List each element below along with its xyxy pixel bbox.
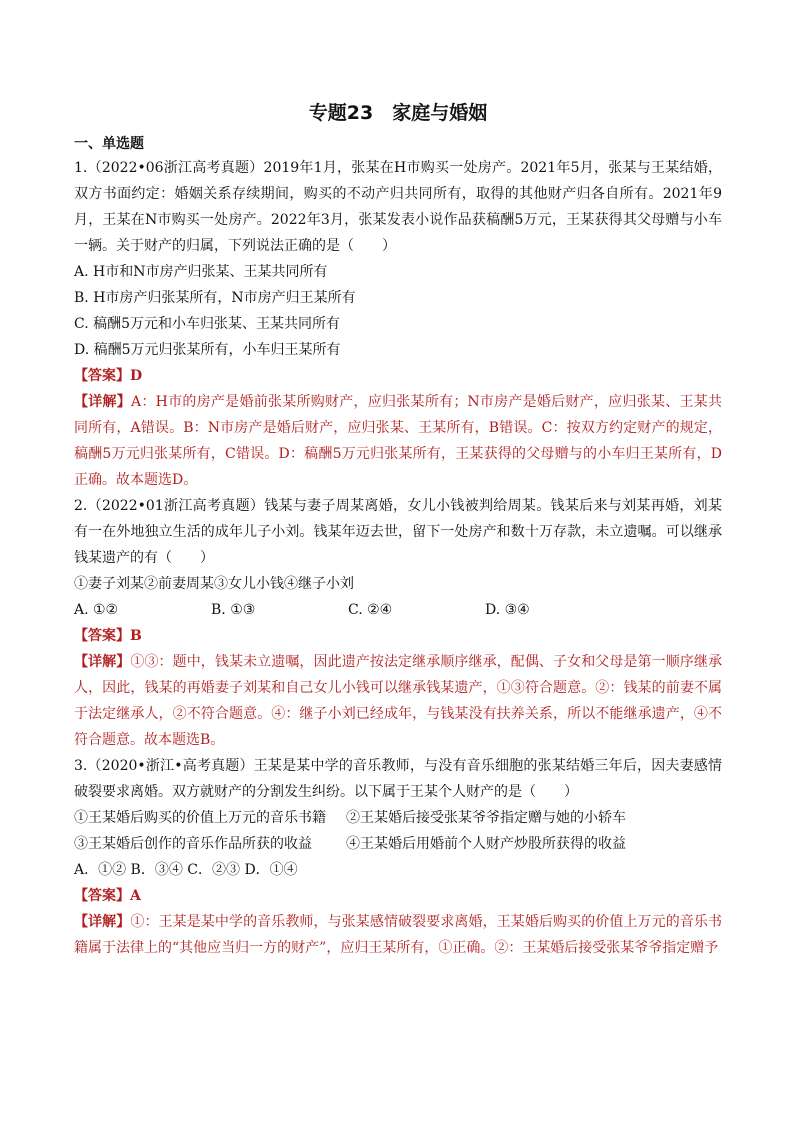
items-row bbox=[74, 805, 722, 831]
page-title: 专题23 家庭与婚姻 bbox=[308, 102, 488, 124]
options-line: A．①② B．③④ C．②③ D．①④ bbox=[74, 862, 298, 878]
option-c: C. 稿酬5万元和小车归张某、王某共同所有 bbox=[74, 316, 341, 332]
item-3: ③王某婚后创作的音乐作品所获的收益 bbox=[74, 836, 312, 852]
option-d: D. ③④ bbox=[485, 602, 530, 618]
answer-value: D bbox=[130, 368, 143, 384]
answer-label: 【答案】 bbox=[74, 368, 130, 384]
detail-label: 【详解】 bbox=[74, 394, 132, 410]
question-stem: 2.（2022•01浙江高考真题）钱某与妻子周某离婚，女儿小钱被判给周某。钱某后来与刘某再婚，刘某有一在外地独立生活的成年儿子小刘。钱某年迈去世，留下一处房产和数十万存款，未立遗嘱。可以继承钱某遗产的有（ ） bbox=[74, 498, 722, 566]
option-c: C. ②④ bbox=[348, 602, 393, 618]
answer-label: 【答案】 bbox=[74, 628, 130, 644]
options-row bbox=[74, 597, 722, 623]
option-a: A. H市和N市房产归张某、王某共同所有 bbox=[74, 264, 328, 280]
answer-line bbox=[74, 883, 722, 909]
question-stem: 3.（2020•浙江•高考真题）王某是某中学的音乐教师，与没有音乐细胞的张某结婚三年后，因夫妻感情破裂要求离婚。双方就财产的分割发生纠纷。以下属于王某个人财产的是（ ） bbox=[74, 758, 722, 800]
question-stem: 1.（2022•06浙江高考真题）2019年1月，张某在H市购买一处房产。2021年5月，张某与王某结婚，双方书面约定：婚姻关系存续期间，购买的不动产归共同所有，取得的其他财产归各自所有。2021年9月，王某在N市购买一处房产。2022年3月，张某发表小说作品获稿酬5万元，王某获得其父母赠与小车一辆。关于财产的归属，下列说法正确的是（ ） bbox=[74, 160, 722, 254]
detail-text: ①③：题中，钱某未立遗嘱，因此遗产按法定继承顺序继承，配偶、子女和父母是第一顺序继承人，因此，钱某的再婚妻子刘某和自己女儿小钱可以继承钱某遗产，①③符合题意。②：钱某的前妻不属于法定继承人，②不符合题意。④：继子小刘已经成年，与钱某没有扶养关系，所以不能继承遗产，④不符合题意。故本题选B。 bbox=[74, 654, 723, 748]
question-items: ①妻子刘某②前妻周某③女儿小钱④继子小刘 bbox=[74, 576, 354, 592]
question-2 bbox=[74, 493, 722, 753]
item-4: ④王某婚后用婚前个人财产炒股所获得的收益 bbox=[346, 836, 626, 852]
answer-value: A bbox=[130, 888, 141, 904]
question-3 bbox=[74, 753, 722, 961]
items-row bbox=[74, 831, 722, 857]
answer-line bbox=[74, 623, 722, 649]
detail-text: ①：王某是某中学的音乐教师，与张某感情破裂要求离婚，王某婚后购买的价值上万元的音乐书籍属于法律上的“其他应当归一方的财产”，应归王某所有，①正确。②：王某婚后接受张某爷爷指定赠予 bbox=[74, 914, 723, 956]
section-heading: 一、单选题 bbox=[74, 136, 144, 152]
answer-value: B bbox=[130, 628, 142, 644]
detail-line bbox=[74, 389, 722, 493]
detail-text: A：H市的房产是婚前张某所购财产，应归张某所有；N市房产是婚后财产，应归张某、王某共同所有，A错误。B：N市房产是婚后财产，应归张某、王某所有，B错误。C：按双方约定财产的规定，稿酬5万元归张某所有，C错误。D：稿酬5万元归张某所有，王某获得的父母赠与的小车归王某所有，D正确。故本题选D。 bbox=[74, 394, 722, 488]
detail-label: 【详解】 bbox=[74, 914, 131, 930]
answer-label: 【答案】 bbox=[74, 888, 130, 904]
item-2: ②王某婚后接受张某爷爷指定赠与她的小轿车 bbox=[346, 810, 626, 826]
option-a: A. ①② bbox=[74, 602, 119, 618]
option-b: B. H市房产归张某所有，N市房产归王某所有 bbox=[74, 290, 356, 306]
detail-line bbox=[74, 649, 722, 753]
detail-label: 【详解】 bbox=[74, 654, 131, 670]
detail-line bbox=[74, 909, 722, 961]
answer-line bbox=[74, 363, 722, 389]
question-1 bbox=[74, 155, 722, 493]
item-1: ①王某婚后购买的价值上万元的音乐书籍 bbox=[74, 810, 326, 826]
option-d: D. 稿酬5万元归张某所有，小车归王某所有 bbox=[74, 342, 341, 358]
option-b: B. ①③ bbox=[211, 602, 256, 618]
